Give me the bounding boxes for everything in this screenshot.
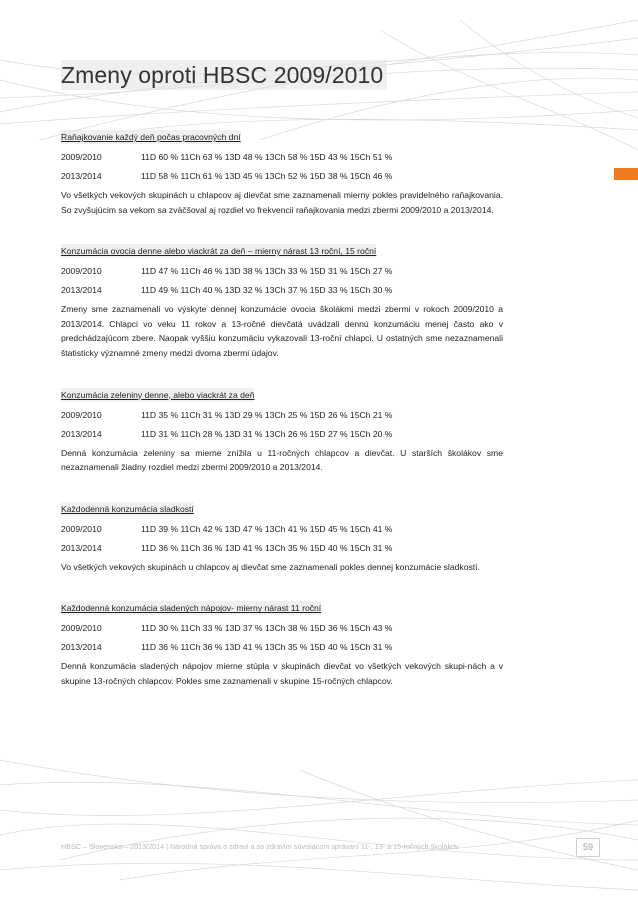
section-fruit [61,241,503,360]
row-values: 11D 60 % 11Ch 63 % 13D 48 % 13Ch 58 % 15D 43 % 15Ch 51 % [141,152,393,162]
row-values: 11D 39 % 11Ch 42 % 13D 47 % 13Ch 41 % 15D 45 % 15Ch 41 % [141,523,393,534]
section-text: Vo všetkých vekových skupinách u chlapcov aj dievčat sme zaznamenali pokles dennej konzumácie sladkostí. [61,561,480,572]
section-text: Zmeny sme zaznamenali vo výskyte dennej konzumácie ovocia školákmi medzi zbermi v rokoch 2009/2010 a 2013/2014. Chlapci vo veku 11 rokov a 13-ročné dievčatá uvádzali dennú konzumáciu menej často ako v predchádzajúcom zbere. Naopak vyššiu konzumáciu vykazovali 13-roční chlapci. U ostatných sme nezaznamenali štatisticky významné zmeny medzi dvoma zbermi údajov. [61,304,503,358]
row-year: 2013/2014 [61,428,102,439]
row-year: 2013/2014 [61,642,102,653]
row-year: 2013/2014 [61,542,102,553]
row-values: 11D 35 % 11Ch 31 % 13D 29 % 13Ch 25 % 15D 26 % 15Ch 21 % [141,409,393,420]
data-row [61,640,503,654]
page-footer: HBSC – Slovensko – 2013/2014 | Národná správa o zdraví a so zdravím súvisiacom správaní 11-, 13- a 15-ročných školákov [61,842,459,851]
data-row [61,427,503,441]
section-text: Denná konzumácia sladených nápojov mierne stúpla v skupinách dievčat vo všetkých vekových skupi-nách a v skupine 13-ročných chlapcov. Pokles sme zaznamenali v skupine 15-ročných chlapcov. [61,661,503,686]
row-year: 2009/2010 [61,152,102,162]
row-values: 11D 58 % 11Ch 61 % 13D 45 % 13Ch 52 % 15D 38 % 15Ch 46 % [141,171,393,181]
data-row [61,408,503,422]
row-values: 11D 36 % 11Ch 36 % 13D 41 % 13Ch 35 % 15D 40 % 15Ch 31 % [141,642,393,653]
row-year: 2013/2014 [61,171,102,181]
section-sweet-drinks [61,598,503,688]
section-sweets [61,499,503,575]
orange-tab-marker [614,168,638,180]
section-breakfast [61,127,503,217]
section-heading: Raňajkovanie každý deň počas pracovných dní [61,132,241,142]
row-year: 2013/2014 [61,285,102,296]
row-year: 2009/2010 [61,409,102,420]
row-values: 11D 36 % 11Ch 36 % 13D 41 % 13Ch 35 % 15D 40 % 15Ch 31 % [141,542,393,553]
row-values: 11D 31 % 11Ch 28 % 13D 31 % 13Ch 26 % 15D 27 % 15Ch 20 % [141,428,393,439]
section-heading: Každodenná konzumácia sladkostí [61,503,194,514]
section-heading: Konzumácia zeleniny denne, alebo viackrát za deň [61,389,255,400]
row-year: 2009/2010 [61,266,102,277]
section-text: Vo všetkých vekových skupinách u chlapcov aj dievčat sme zaznamenali mierny pokles pravidelného raňajkovania. So zvyšujúcim sa vekom sa zväčšoval aj rozdiel vo frekvencii raňajkovania medzi zbermi 2009/2010 a 2013/2014. [61,190,503,215]
row-values: 11D 47 % 11Ch 46 % 13D 38 % 13Ch 33 % 15D 31 % 15Ch 27 % [141,266,393,277]
data-row [61,541,503,555]
row-year: 2009/2010 [61,523,102,534]
section-heading: Konzumácia ovocia denne alebo viackrát za deň – mierny nárast 13 roční, 15 roční [61,246,377,257]
section-text: Denná konzumácia zeleniny sa mierne znížila u 11-ročných chlapcov a dievčat. U starších školákov sme nezaznamenali žiadny rozdiel medzi zbermi 2009/2010 a 2013/2014. [61,447,503,473]
data-row [61,522,503,536]
data-row [61,283,503,297]
page-number: 59 [576,838,600,857]
data-row [61,150,503,164]
row-values: 11D 49 % 11Ch 40 % 13D 32 % 13Ch 37 % 15D 33 % 15Ch 30 % [141,285,393,296]
data-row [61,621,503,635]
section-heading: Každodenná konzumácia sladených nápojov- mierny nárast 11 roční [61,603,322,614]
content [61,60,503,709]
page-title: Zmeny oproti HBSC 2009/2010 [61,60,387,90]
section-vegetables [61,385,503,475]
data-row [61,264,503,278]
data-row [61,169,503,183]
row-values: 11D 30 % 11Ch 33 % 13D 37 % 13Ch 38 % 15D 36 % 15Ch 43 % [141,623,393,634]
row-year: 2009/2010 [61,623,102,634]
